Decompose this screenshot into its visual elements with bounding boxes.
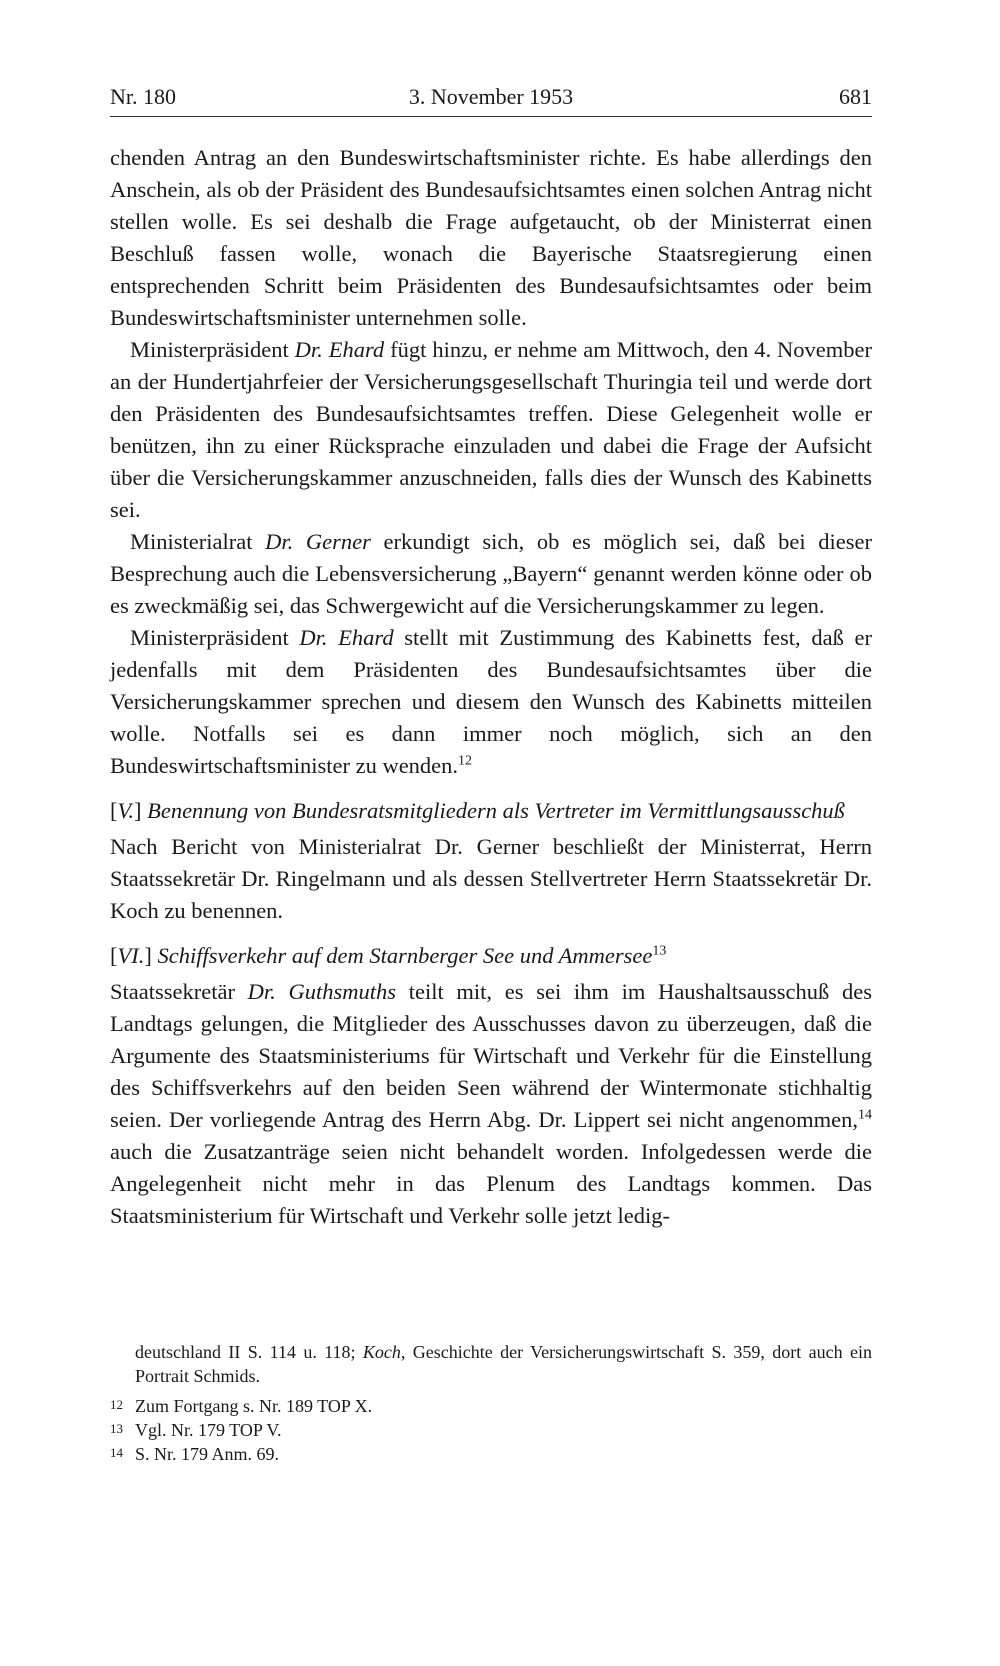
heading-number: VI.: [117, 943, 145, 968]
speaker-title: Staatssekretär: [110, 979, 248, 1004]
paragraph-ehard-conclusion: [110, 622, 872, 782]
section-vi-text: [110, 976, 872, 1232]
heading-title: Benennung von Bundesratsmitgliedern als Vertreter im Vermittlungsausschuß: [147, 798, 845, 823]
speaker-title: Ministerialrat: [130, 529, 266, 554]
speaker-title: Ministerpräsident: [130, 337, 295, 362]
speaker-name: Dr. Gerner: [265, 529, 371, 554]
footnote-number: 13: [110, 1421, 123, 1436]
footnote-text: deutschland II S. 114 u. 118;: [135, 1342, 363, 1362]
paragraph-gerner-question: [110, 526, 872, 622]
document-page: [110, 80, 872, 1232]
heading-bracket: [: [110, 943, 118, 968]
section-heading-v: [110, 795, 872, 827]
footnote-number: 12: [110, 1397, 123, 1412]
heading-bracket: ]: [133, 798, 148, 823]
paragraph-text: auch die Zusatzanträge seien nicht behandelt worden. Infolgedessen werde die Angelegenheit nicht mehr in das Plenum des Landtags kommen. Das Staatsministerium für Wirtschaft und Verkehr solle jetzt ledig-: [110, 1139, 872, 1228]
section-v-text: Nach Bericht von Ministerialrat Dr. Gerner beschließt der Ministerrat, Herrn Staatssekretär Dr. Ringelmann und als dessen Stellvertreter Herrn Staatssekretär Dr. Koch zu benennen.: [110, 834, 872, 923]
paragraph-text: stellt mit Zustimmung des Kabinetts fest, daß er jedenfalls mit dem Präsidenten des Bundesaufsichtsamtes über die Versicherungskammer sprechen und diesem den Wunsch des Kabinetts mitteilen wolle. Notfalls sei es dann immer noch möglich, sich an den Bundeswirtschaftsminister zu wenden.: [110, 625, 872, 778]
footnotes: [110, 1340, 872, 1466]
footnote-text: S. Nr. 179 Anm. 69.: [135, 1444, 280, 1464]
footnote-13: [110, 1418, 872, 1442]
footnote-text: Zum Fortgang s. Nr. 189 TOP X.: [135, 1396, 373, 1416]
paragraph-ehard-statement: [110, 334, 872, 526]
paragraph-continuation: chenden Antrag an den Bundeswirtschaftsminister richte. Es habe allerdings den Anschein, als ob der Präsident des Bundesaufsichtsamtes einen solchen Antrag nicht stellen wolle. Es sei deshalb die Frage aufgetaucht, ob der Ministerrat einen Beschluß fassen wolle, wonach die Bayerische Staatsregierung einen entsprechenden Schritt beim Präsidenten des Bundesaufsichtsamtes oder beim Bundeswirtschaftsminister unternehmen solle.: [110, 145, 872, 330]
paragraph-text: erkundigt sich, ob es möglich sei, daß bei dieser Besprechung auch die Lebensversicherung „Bayern“ genannt werden könne oder ob es zweckmäßig sei, das Schwergewicht auf die Versicherungskammer zu legen.: [110, 529, 873, 618]
footnote-reference: 14: [858, 1107, 872, 1123]
footnote-continuation: [110, 1340, 872, 1388]
footnote-12: [110, 1394, 872, 1418]
speaker-name: Dr. Ehard: [299, 625, 394, 650]
paragraph-text: fügt hinzu, er nehme am Mittwoch, den 4. November an der Hundertjahrfeier der Versicherungsgesellschaft Thuringia teil und werde dort den Präsidenten des Bundesaufsichtsamtes treffen. Diese Gelegenheit wolle er benützen, ihn zu einer Rücksprache einzuladen und dabei die Frage der Aufsicht über die Versicherungskammer anzuschneiden, falls dies der Wunsch des Kabinetts sei.: [110, 337, 872, 522]
footnote-reference: 13: [652, 943, 667, 959]
running-header: [110, 80, 872, 114]
speaker-name: Dr. Ehard: [294, 337, 385, 362]
body-text: [110, 142, 872, 1232]
heading-bracket: [: [110, 798, 118, 823]
page-number: 681: [839, 84, 872, 109]
footnote-number: 14: [110, 1445, 123, 1460]
speaker-name: Dr. Guthsmuths: [247, 979, 397, 1004]
document-number: Nr. 180: [110, 84, 176, 109]
heading-number: V.: [117, 798, 134, 823]
speaker-title: Ministerpräsident: [130, 625, 300, 650]
section-heading-vi: [110, 940, 872, 972]
footnote-reference: 12: [458, 753, 473, 769]
paragraph-text: teilt mit, es sei ihm im Haushaltsausschuß des Landtags gelungen, die Mitglieder des Ausschusses davon zu überzeugen, daß die Argumente des Staatsministeriums für Wirtschaft und Verkehr für die Einstellung des Schiffsverkehrs auf den beiden Seen während der Wintermonate stichhaltig seien. Der vorliegende Antrag des Herrn Abg. Dr. Lippert sei nicht angenommen,: [110, 979, 872, 1132]
heading-title: Schiffsverkehr auf dem Starnberger See und Ammersee: [157, 943, 653, 968]
session-date: 3. November 1953: [408, 84, 574, 109]
footnote-14: [110, 1442, 872, 1466]
author-name: Koch: [362, 1342, 401, 1362]
footnote-text: Vgl. Nr. 179 TOP V.: [135, 1420, 282, 1440]
footnote-text: , Geschichte der Versicherungswirtschaft S. 359, dort auch ein Portrait Schmids.: [135, 1342, 872, 1386]
heading-bracket: ]: [144, 943, 158, 968]
header-rule: [110, 116, 872, 117]
